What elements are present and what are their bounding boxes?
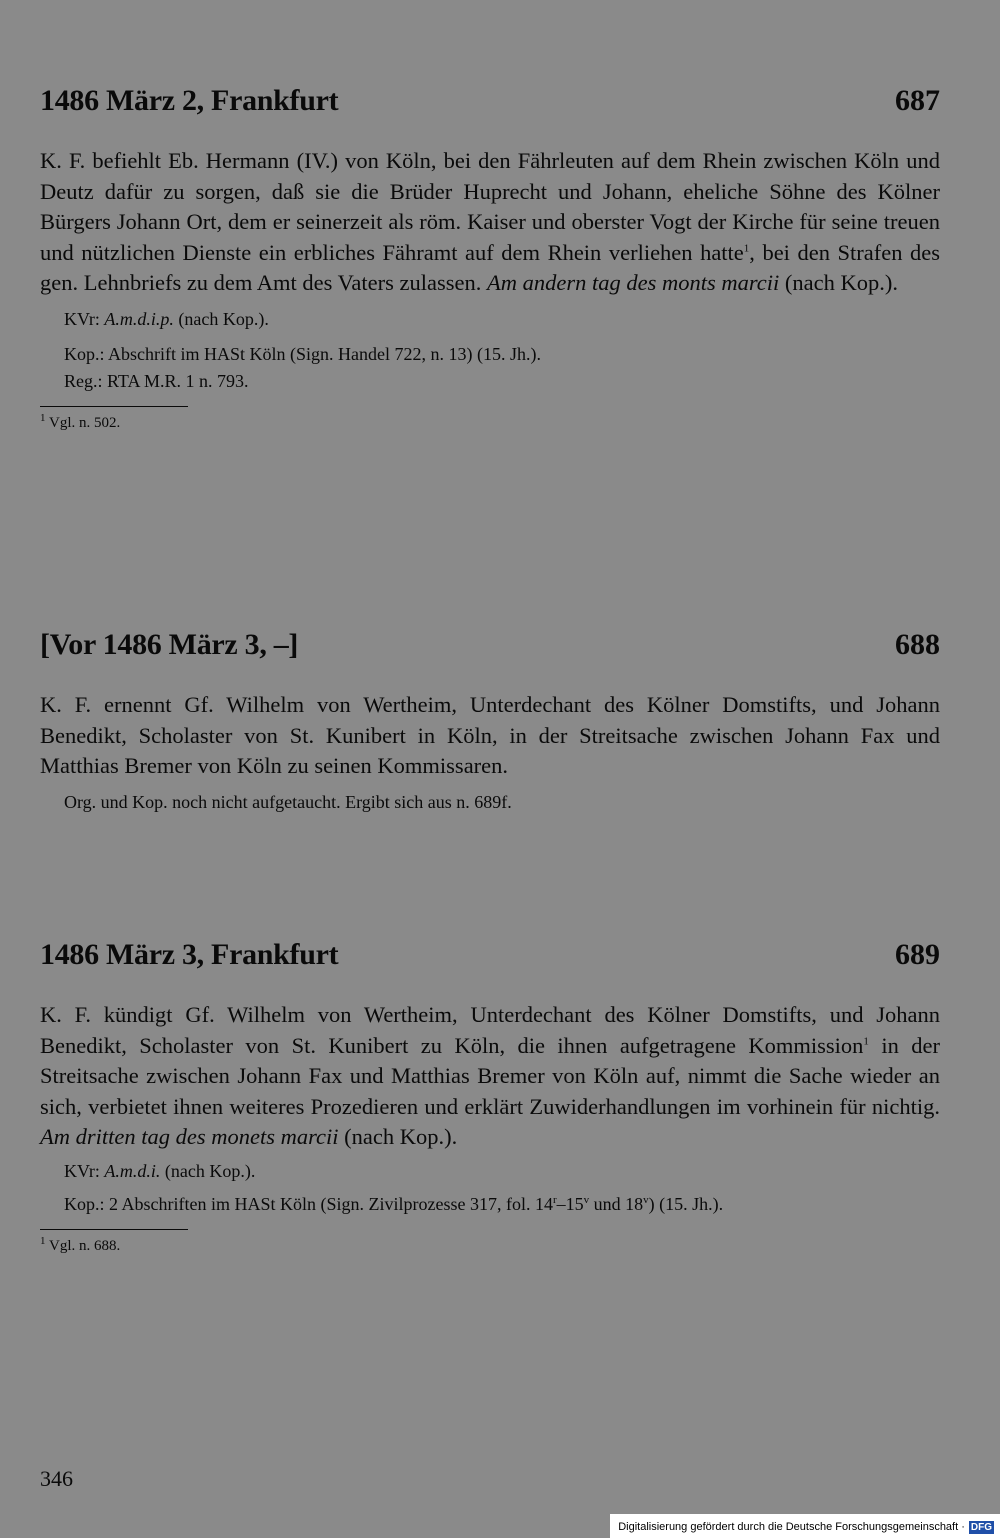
- kvr-label: KVr:: [64, 308, 100, 329]
- entry-688: [40, 628, 940, 817]
- footnote: [40, 1236, 940, 1256]
- footnote: [40, 413, 940, 433]
- kop-text: ) (15. Jh.).: [648, 1193, 724, 1214]
- text-part: (nach Kop.).: [784, 270, 898, 295]
- entry-687: [40, 84, 940, 433]
- entry-date: 1486 März 3, Frankfurt: [40, 938, 339, 971]
- entry-header: [40, 84, 940, 128]
- kop-note: [40, 1190, 940, 1219]
- kop-text: Kop.: 2 Abschriften im HASt Köln (Sign. Zivilprozesse 317, fol. 14: [64, 1193, 553, 1214]
- kop-note: Kop.: Abschrift im HASt Köln (Sign. Handel 722, n. 13) (15. Jh.).: [64, 343, 541, 364]
- footnote-mark: 1: [40, 1234, 46, 1247]
- text-part: in der Streitsache zwischen Johann Fax und Matthias Bremer von Köln auf, nimmt die Sache wieder an sich, verbietet ihnen weiteres Prozedieren und erklärt Zuwiderhandlungen im vorhinein für nichtig.: [40, 1032, 940, 1119]
- entry-header: [40, 938, 940, 982]
- footnote-mark: 1: [40, 411, 46, 424]
- folio-verso: v: [583, 1193, 590, 1206]
- footnote-text: Vgl. n. 688.: [48, 1237, 121, 1254]
- kvr-label: KVr:: [64, 1160, 100, 1181]
- kvr-formula: A.m.d.i.: [104, 1160, 161, 1181]
- date-formula: Am andern tag des monts marcii: [486, 270, 780, 295]
- entry-689: [40, 938, 940, 1256]
- funding-footer: [610, 1514, 1000, 1538]
- dfg-logo-icon: DFG: [970, 1521, 992, 1533]
- funding-text: Digitalisierung gefördert durch die Deutsche Forschungsgemeinschaft ·: [618, 1521, 965, 1533]
- entry-text: [40, 146, 940, 299]
- date-formula: Am dritten tag des monets marcii: [40, 1124, 339, 1149]
- footnote-divider: [40, 406, 188, 407]
- entry-number: 687: [895, 84, 940, 117]
- entry-date: [Vor 1486 März 3, –]: [40, 628, 299, 661]
- page-number: 346: [40, 1466, 73, 1491]
- footnote-ref: 1: [863, 1035, 869, 1047]
- footnote-divider: [40, 1229, 188, 1230]
- folio-recto: r: [552, 1193, 557, 1206]
- text-part: K. F. befiehlt Eb. Hermann (IV.) von Köln, bei den Fährleuten auf dem Rhein zwischen Köln und Deutz dafür zu sorgen, daß sie die Brüder Huprecht und Johann, eheliche Söhne des Kölner Bürgers Johann Ort, dem er seinerzeit als röm. Kaiser und oberster Vogt der Kirche für seine treuen und nützlichen Dienste ein erbliches Fähramt auf dem Rhein verliehen hatte: [40, 148, 940, 265]
- text-part: K. F. kündigt Gf. Wilhelm von Wertheim, Unterdechant des Kölner Domstifts, und Johann Benedikt, Scholaster von St. Kunibert zu Köln, die ihnen aufgetragene Kommission: [40, 1002, 940, 1058]
- entry-number: 688: [895, 628, 940, 661]
- reg-note: Reg.: RTA M.R. 1 n. 793.: [64, 370, 249, 391]
- kvr-source: (nach Kop.).: [164, 1160, 256, 1181]
- footnote-text: Vgl. n. 502.: [48, 414, 121, 431]
- text-part: , bei den Strafen des gen. Lehnbriefs zu dem Amt des Vaters zulassen.: [40, 239, 940, 295]
- kop-text: –15: [556, 1193, 584, 1214]
- entry-text: K. F. ernennt Gf. Wilhelm von Wertheim, Unterdechant des Kölner Domstifts, und Johann Benedikt, Scholaster von St. Kunibert in Köln, in der Streitsache zwischen Johann Fax und Matthias Bremer von Köln zu seinen Kommissaren.: [40, 692, 940, 778]
- kvr-source: (nach Kop.).: [178, 308, 269, 329]
- kop-text: und 18: [589, 1193, 644, 1214]
- entry-date: 1486 März 2, Frankfurt: [40, 84, 339, 117]
- text-part: (nach Kop.).: [344, 1124, 458, 1149]
- kvr-note: [64, 1157, 940, 1186]
- kvr-note: [64, 305, 940, 334]
- kvr-formula: A.m.d.i.p.: [104, 308, 174, 329]
- footnote-ref: 1: [743, 242, 750, 254]
- entry-number: 689: [895, 938, 940, 971]
- source-note: Org. und Kop. noch nicht aufgetaucht. Ergibt sich aus n. 689f.: [64, 791, 512, 812]
- folio-verso: v: [643, 1193, 649, 1206]
- entry-header: [40, 628, 940, 672]
- entry-text: [40, 1000, 940, 1153]
